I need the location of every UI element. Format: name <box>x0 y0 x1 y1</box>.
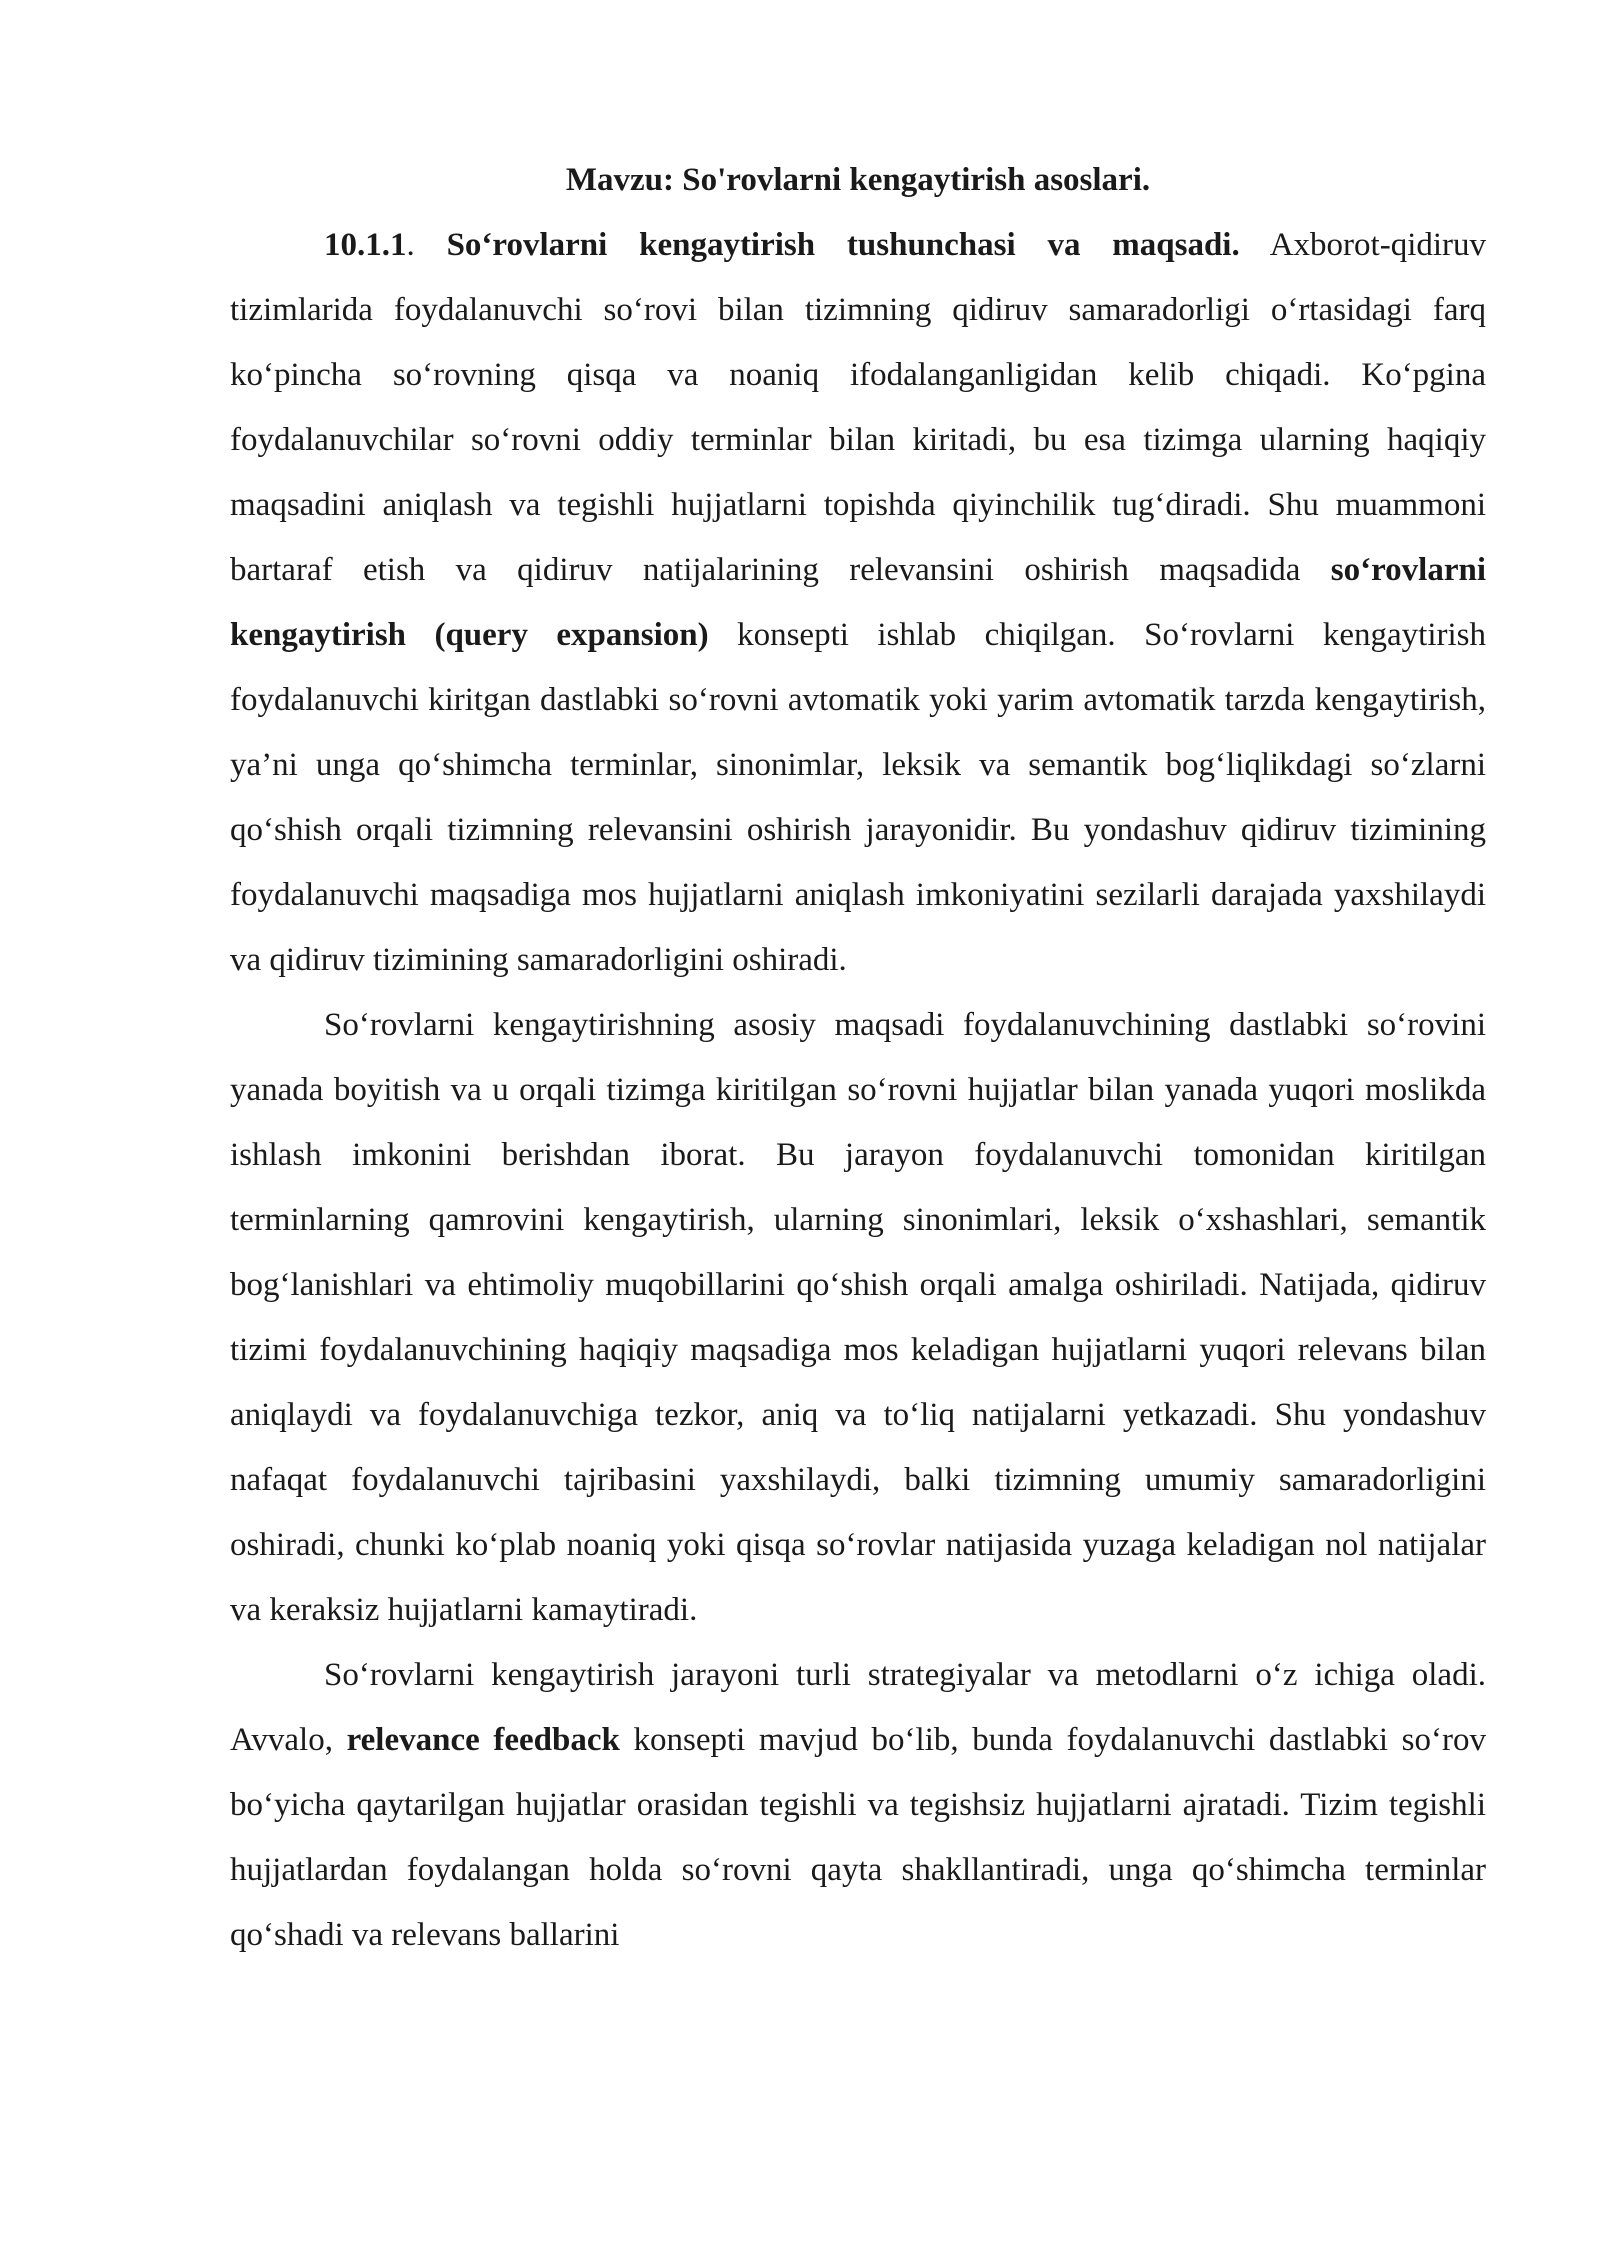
paragraph-text: So‘rovlarni kengaytirish jarayoni turli strategiyalar va metodlarni o‘z ichiga oladi. Avvalo, <box>230 1657 1486 1758</box>
paragraph-1 <box>230 213 1486 993</box>
section-number: 10.1.1 <box>324 227 407 263</box>
paragraph-text: konsepti ishlab chiqilgan. So‘rovlarni kengaytirish foydalanuvchi kiritgan dastlabki so‘rovni avtomatik yoki yarim avtomatik tarzda kengaytirish, ya’ni unga qo‘shimcha terminlar, sinonimlar, leksik va semantik bog‘liqlikdagi so‘zlarni qo‘shish orqali tizimning relevansini oshirish jarayonidir. Bu yondashuv qidiruv tizimining foydalanuvchi maqsadiga mos hujjatlarni aniqlash imkoniyatini sezilarli darajada yaxshilaydi va qidiruv tizimining samaradorligini oshiradi. <box>230 617 1487 978</box>
paragraph-text: Axborot-qidiruv tizimlarida foydalanuvchi so‘rovi bilan tizimning qidiruv samaradorligi o‘rtasidagi farq ko‘pincha so‘rovning qisqa va noaniq ifodalanganligidan kelib chiqadi. Ko‘pgina foydalanuvchilar so‘rovni oddiy terminlar bilan kiritadi, bu esa tizimga ularning haqiqiy maqsadini aniqlash va tegishli hujjatlarni topishda qiyinchilik tug‘diradi. Shu muammoni bartaraf etish va qidiruv natijalarining relevansini oshirish maqsadida <box>230 227 1487 588</box>
paragraph-text: konsepti mavjud bo‘lib, bunda foydalanuvchi dastlabki so‘rov bo‘yicha qaytarilgan hujjatlar orasidan tegishli va tegishsiz hujjatlarni ajratadi. Tizim tegishli hujjatlardan foydalangan holda so‘rovni qayta shakllantiradi, unga qo‘shimcha terminlar qo‘shadi va relevans ballarini <box>230 1722 1486 1953</box>
document-body <box>230 148 1486 1968</box>
paragraph-3 <box>230 1643 1486 1968</box>
bold-term: so‘rovlarni kengaytirish (query expansion) <box>230 552 1486 653</box>
paragraph-2: So‘rovlarni kengaytirishning asosiy maqsadi foydalanuvchining dastlabki so‘rovini yanada boyitish va u orqali tizimga kiritilgan so‘rovni hujjatlar bilan yanada yuqori moslikda ishlash imkonini berishdan iborat. Bu jarayon foydalanuvchi tomonidan kiritilgan terminlarning qamrovini kengaytirish, ularning sinonimlari, leksik o‘xshashlari, semantik bog‘lanishlari va ehtimoliy muqobillarini qo‘shish orqali amalga oshiriladi. Natijada, qidiruv tizimi foydalanuvchining haqiqiy maqsadiga mos keladigan hujjatlarni yuqori relevans bilan aniqlaydi va foydalanuvchiga tezkor, aniq va to‘liq natijalarni yetkazadi. Shu yondashuv nafaqat foydalanuvchi tajribasini yaxshilaydi, balki tizimning umumiy samaradorligini oshiradi, chunki ko‘plab noaniq yoki qisqa so‘rovlar natijasida yuzaga keladigan nol natijalar va keraksiz hujjatlarni kamaytiradi. <box>230 1007 1486 1628</box>
section-heading: So‘rovlarni kengaytirish tushunchasi va maqsadi. <box>446 227 1240 263</box>
section-separator: . <box>406 227 447 263</box>
document-title: Mavzu: So'rovlarni kengaytirish asoslari. <box>565 162 1151 198</box>
bold-term: relevance feedback <box>346 1722 620 1758</box>
